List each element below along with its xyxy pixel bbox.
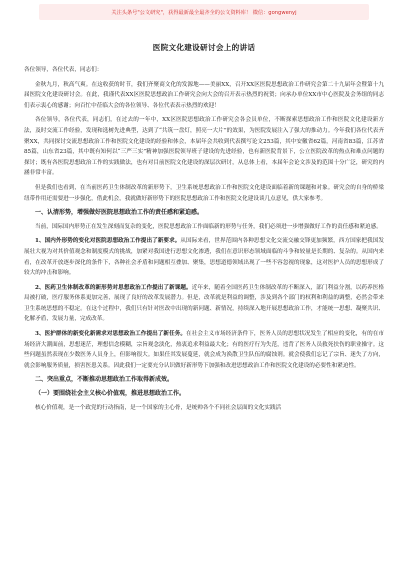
document-page (0, 4, 408, 584)
paragraph-opening: 金秋九月，秋高气爽。在这收获的时节，我们齐聚商文化的发源地——美丽XX，召开XX区医院思想政治工作研究会第二十九届年会暨第十九届医院文化建设研讨会。在此，我谨代表XX区医院思想政治工作研究会向大会的召开表示热烈的祝贺；向承办单位XX市中心医院及会务组的同志们表示衷心的感谢；向百忙中莅临大会的各位领导、各位代表表示热烈的欢迎！ (24, 81, 384, 109)
list-item-1 (24, 236, 384, 278)
list-item-2-lead: 2、医药卫生体制改革的新形势对思想政治工作提出了新课题。 (35, 284, 192, 291)
section-heading-1: 一、认清形势，增强做好医院思想政治工作的责任感和紧迫感。 (35, 209, 204, 217)
promo-banner[interactable]: 关注头条号"公文研究"，获得最新最全最齐全的公文资料库！ 微信：gongwenyj (39, 4, 369, 20)
document-title: 医院文化建设研讨会上的讲话 (152, 43, 256, 52)
list-item-3-lead: 3、医护群体的新变化新需求对思想政治工作提出了新任务。 (35, 331, 187, 338)
list-item-2 (24, 283, 384, 325)
greeting: 各位领导，各位代表，同志们： (24, 67, 103, 73)
subsection-heading-1: （一）要围绕社会主义核心价值观，推进思想政治工作。 (35, 390, 186, 398)
list-item-2-body: 近年来，随着全国医药卫生体制改革的不断深入，部门利益分割，以药养医格局被打破，医疗服务体系更加完善，展现了良好的改革发展潜力。但是，改革就是利益的调整，涉及到各个部门的权利和利益的调整，必然会带来卫生系统思想的不稳定。在这个过程中，我们只有针对医改中出现的新问题、新情况，持续深入地开展思想政治工作，才能统一思想、凝聚共识、化解矛盾，发展力量，完成改革。 (24, 284, 384, 323)
paragraph-review: 各位领导，各位代表，同志们，在过去的一年中，XX区医院思想政治工作研究会各会员单位，不断探索思想政治工作和医院文化建设新方法，及时交流工作经验，发现和选树先进典型，达到了“共筑一盘灯，照亮一大片”的效果，为医院发展注入了强大的推动力。今年我们各位代表齐聚XX，共同探讨交流思想政治工作和医院文化建设的经验和体会，本届年会共收到代表撰写论文253篇，其中安徽省62篇，河南省83篇，江苏省85篇，山东省23篇，其中既有知何以“三严三实”精神加强医院领导班子建设的先进经验，也有新医院背景下，公立医院改革的热点和难点问题的探讨；既有各医院思想政治工作的实践做法，也有对目前医院文化建设的深层次研讨，从总体上看，本届年会论文涉及的范围十分广泛，研究的内涵非常丰富。 (24, 117, 384, 177)
list-item-1-body: 从国际来看，世界范围内各种思想文化交流交融交锋更加频繁，西方国家把我国发展壮大视为对其价值观念和制度模式的挑战，加紧对我国进行思想文化渗透，我们在意识形态领域面临的斗争和较量是长期的、复杂的。从国内来看，在改革开放逐步深化的条件下，各种社会矛盾和问题相互叠加、聚集，思想道德领域出现了一些不容忽视的现象，这对医护人员的思想形成了较大的冲击和影响。 (24, 238, 384, 277)
paragraph-issues: 但是我们也看到，在当前医药卫生体制改革的新形势下，卫生系统思想政治工作和医院文化建设面临着新的课题和对象。研究会的自身的桥梁纽带作用还需要进一步强化，借此机会，我就做好新形势下的医院思想政治工作和医院文化建设谈几点意见，供大家参考。 (24, 184, 384, 202)
document-body (24, 65, 384, 413)
list-item-3 (24, 329, 384, 371)
list-item-3-body: 在社会主义市场经济条件下，医务人员的思想状况发生了相应的变化，有的在市场经济大潮面前，思想迷茫，理想信念模糊，宗旨观念淡化，热衷追求利益最大化；有的医疗行为失范，违背了医务人员救死扶伤的职业操守。这些问题虽然表现在少数医务人员身上，但影响很大。如果任其发展蔓延，就会成为涣散卫生队伍的腐蚀剂。就会使我们忘记了宗旨、迷失了方向，就会影响服务质量，损害医患关系。因此我们一定要充分认识做好新形势下加强和改进思想政治工作和医院文化建设的必要性和紧迫性。 (24, 331, 384, 369)
section-heading-2: 二、突出重点，不断推动思想政治工作取得新成效。 (35, 376, 174, 384)
list-item-1-lead: 1、国内外形势的变化对医院思想政治工作提出了新要求。 (35, 238, 181, 245)
paragraph-core-values: 核心价值观，是一个政党的行动指南，是一个国家的主心骨，是统帅各个不同社会层面的文化实践活 (35, 404, 282, 411)
paragraph-situation: 当前，国际国内形势正在发生深刻而复杂的变化，医院思想政治工作面临新的形势与任务，我们必须进一步增强做好工作的责任感和紧迫感。 (35, 223, 382, 230)
